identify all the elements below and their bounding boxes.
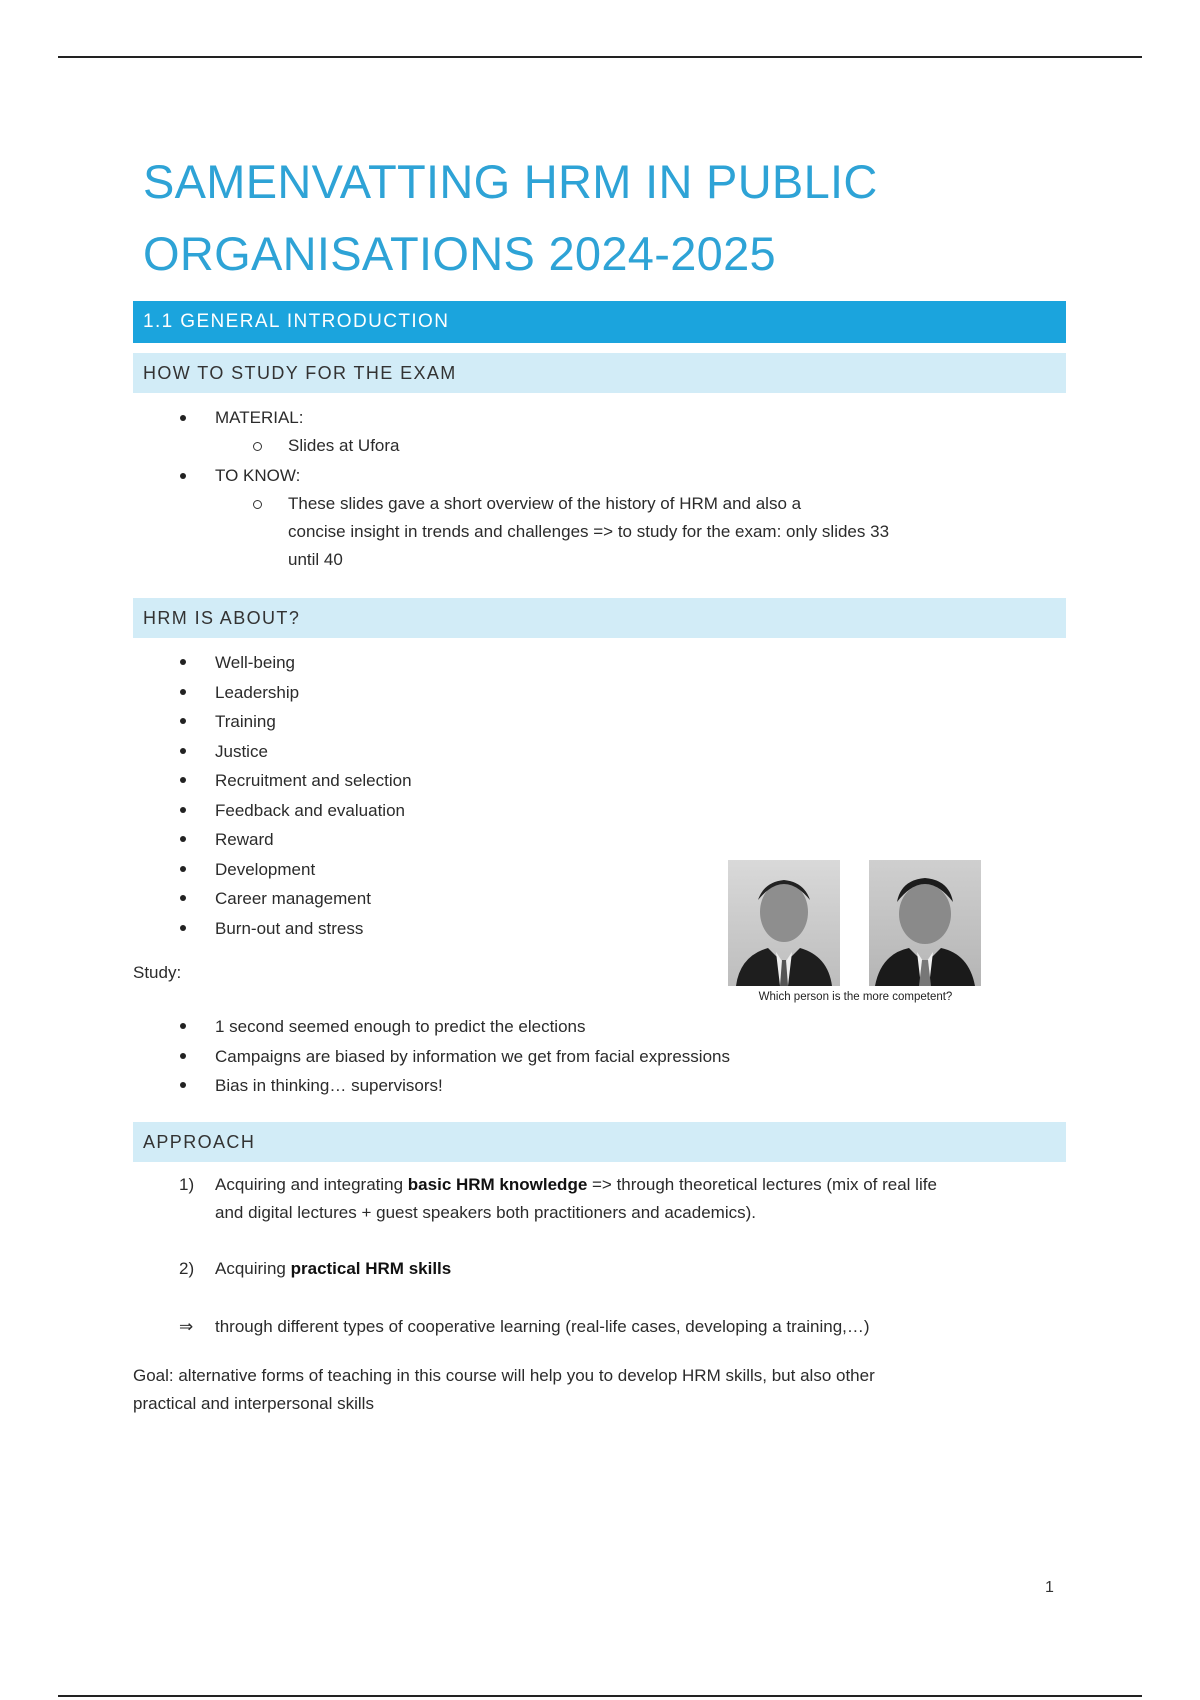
list-item: MATERIAL: [215,408,304,427]
approach-item-1: 1) Acquiring and integrating basic HRM knowledge => through theoretical lectures (mix of real life and digital lectures + guest speakers both practitioners and academics). [179,1175,937,1222]
list-item: Leadership [215,682,300,702]
study-label: Study: [133,963,182,982]
heading-approach: APPROACH [133,1122,1066,1162]
list-item: Training [215,712,276,731]
candidate-photo-left [728,860,840,986]
document-title [143,146,1043,290]
study-findings-list [133,1012,1066,1101]
section-heading: 1.1 GENERAL INTRODUCTION [133,301,1066,343]
list-item: Campaigns are biased by information we get from facial expressions [215,1046,730,1066]
list-item: TO KNOW: [215,466,301,485]
heading-how-to-study: HOW TO STUDY FOR THE EXAM [133,353,1066,393]
list-item: Burn-out and stress [215,918,364,938]
title-line-1: SAMENVATTING HRM IN PUBLIC [143,155,878,208]
list-item: Bias in thinking… supervisors! [215,1076,443,1095]
study-list [133,404,1066,574]
top-rule [58,56,1142,58]
list-item: 1 second seemed enough to predict the elections [215,1017,586,1036]
approach-arrow-item: ⇒ through different types of cooperative learning (real-life cases, developing a training,…) [133,1313,1066,1341]
sub-list-item: Slides at Ufora [133,432,1066,460]
list-item: Feedback and evaluation [215,800,405,820]
list-item: Reward [215,830,274,849]
approach-item-2: 2) Acquiring practical HRM skills [179,1259,452,1278]
goal-paragraph: Goal: alternative forms of teaching in this course will help you to develop HRM skills, but also other practical and interpersonal skills [133,1366,875,1413]
candidate-photo-right [869,860,981,986]
heading-hrm-is-about: HRM IS ABOUT? [133,598,1066,638]
list-item: Development [215,859,316,879]
bottom-rule [58,1695,1142,1697]
page-number: 1 [1045,1579,1054,1596]
competence-photos [728,860,983,1006]
arrow-icon: ⇒ [179,1317,194,1336]
list-item: Career management [215,889,371,908]
list-item: Justice [215,741,268,761]
sub-list-item: These slides gave a short overview of the history of HRM and also a concise insight in trends and challenges => to study for the exam: only slides 33 until 40 [133,490,1066,574]
list-item: Well-being [215,653,296,672]
photo-caption: Which person is the more competent? [758,991,953,1003]
list-item: Recruitment and selection [215,771,412,790]
title-line-2: ORGANISATIONS 2024-2025 [143,227,776,280]
